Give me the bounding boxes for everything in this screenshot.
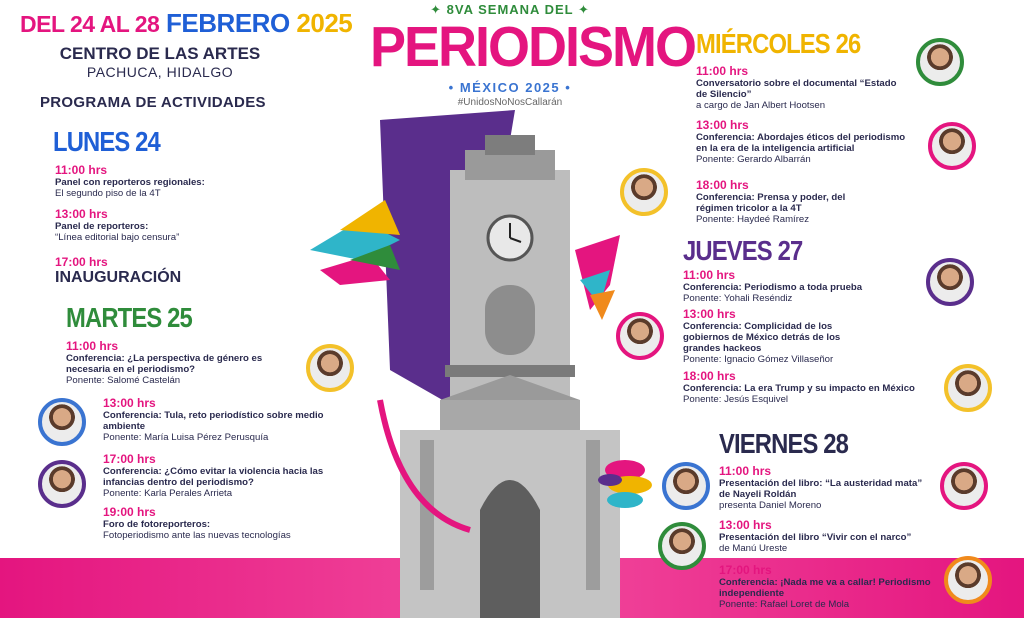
event-time: 18:00 hrs — [696, 178, 749, 192]
dates-prefix: DEL 24 AL 28 — [20, 11, 160, 37]
speaker-avatar — [940, 462, 988, 510]
speaker-avatar — [38, 398, 86, 446]
event-title: Conferencia: ¡Nada me va a callar! Periodismo independiente — [719, 577, 931, 599]
thursday-event-2 — [683, 307, 873, 365]
speaker-avatar — [944, 556, 992, 604]
event-detail: Fotoperiodismo ante las nuevas tecnologías — [103, 530, 291, 541]
day-monday: LUNES 24 — [53, 126, 160, 157]
event-title: Conferencia: Prensa y poder, del régimen tricolor a la 4T — [696, 192, 846, 214]
event-detail: Ponente: Karla Perales Arrieta — [103, 488, 233, 499]
friday-event-3 — [719, 563, 934, 610]
inauguration-label: INAUGURACIÓN — [55, 269, 182, 286]
event-detail: Ponente: Ignacio Gómez Villaseñor — [683, 354, 834, 365]
speaker-avatar — [916, 38, 964, 86]
event-title: Conferencia: Tula, reto periodístico sobre medio ambiente — [103, 410, 324, 432]
tuesday-event-1 — [66, 339, 286, 386]
speaker-avatar — [616, 312, 664, 360]
event-time: 13:00 hrs — [683, 307, 736, 321]
event-time: 11:00 hrs — [719, 464, 772, 478]
event-detail: Ponente: Jesús Esquivel — [683, 394, 789, 405]
tuesday-event-3 — [103, 452, 343, 499]
edition-label: ✦ 8VA SEMANA DEL ✦ — [430, 2, 590, 17]
edition-text: 8VA SEMANA DEL — [446, 2, 574, 17]
speaker-avatar — [620, 168, 668, 216]
event-time: 13:00 hrs — [696, 118, 749, 132]
monday-events — [55, 163, 295, 287]
speaker-avatar — [944, 364, 992, 412]
wednesday-event-3 — [696, 178, 876, 225]
event-title: Foro de fotoreporteros: — [103, 519, 211, 530]
event-title: Conferencia: ¿La perspectiva de género es necesaria en el periodismo? — [66, 353, 263, 375]
tower-niche — [485, 285, 535, 355]
event-time: 11:00 hrs — [55, 163, 108, 177]
event-detail: Ponente: Rafael Loret de Mola — [719, 599, 850, 610]
event-time: 18:00 hrs — [683, 369, 736, 383]
day-friday: VIERNES 28 — [719, 428, 849, 459]
speaker-avatar — [658, 522, 706, 570]
event-title: Conferencia: Abordajes éticos del periodismo en la era de la inteligencia artificial — [696, 132, 906, 154]
event-detail: Ponente: Gerardo Albarrán — [696, 154, 811, 165]
event-detail: Ponente: Haydeé Ramírez — [696, 214, 810, 225]
speaker-avatar — [38, 460, 86, 508]
event-dates — [20, 8, 352, 39]
event-time: 11:00 hrs — [66, 339, 119, 353]
event-time: 13:00 hrs — [55, 207, 108, 221]
country-year-text: MÉXICO 2025 — [459, 80, 561, 95]
tuesday-event-2 — [103, 396, 333, 443]
speaker-avatar — [926, 258, 974, 306]
tower-arch — [480, 480, 540, 618]
tuesday-event-4 — [103, 505, 343, 541]
day-wednesday: MIÉRCOLES 26 — [696, 28, 861, 59]
venue — [40, 44, 280, 80]
wednesday-event-2 — [696, 118, 911, 165]
speaker-avatar — [306, 344, 354, 392]
main-title: PERIODISMO — [370, 15, 696, 79]
event-detail: presenta Daniel Moreno — [719, 500, 822, 511]
event-title: Presentación del libro: “La austeridad mata” de Nayeli Roldán — [719, 478, 923, 500]
speaker-avatar — [662, 462, 710, 510]
event-title: Conferencia: Complicidad de los gobiernos de México detrás de los grandes hackeos — [683, 321, 841, 354]
dates-month: FEBRERO — [166, 8, 290, 38]
hashtag: #UnidosNoNosCallarán — [457, 97, 563, 108]
event-detail: Ponente: Salomé Castelán — [66, 375, 181, 386]
country-year: • MÉXICO 2025 • — [448, 80, 572, 95]
friday-event-1 — [719, 464, 929, 511]
colorful-bird-right — [575, 235, 620, 320]
event-time: 11:00 hrs — [683, 268, 736, 282]
dates-year: 2025 — [296, 8, 353, 38]
venue-city: PACHUCA, HIDALGO — [86, 64, 234, 80]
event-time: 19:00 hrs — [103, 505, 156, 519]
program-title: PROGRAMA DE ACTIVIDADES — [40, 94, 266, 111]
event-detail: de Manú Ureste — [719, 543, 788, 554]
wednesday-event-1 — [696, 64, 906, 111]
event-title: Panel de reporteros: — [55, 221, 149, 232]
event-title: Conversatorio sobre el documental “Estado de Silencio” — [696, 78, 897, 100]
speaker-avatar — [928, 122, 976, 170]
event-title: Conferencia: ¿Cómo evitar la violencia hacia las infancias dentro del periodismo? — [103, 466, 324, 488]
event-time: 13:00 hrs — [719, 518, 772, 532]
event-detail: Ponente: María Luisa Pérez Perusquía — [103, 432, 269, 443]
thursday-event-3 — [683, 369, 945, 405]
event-detail: El segundo piso de la 4T — [55, 188, 161, 199]
event-time: 17:00 hrs — [55, 255, 108, 269]
friday-event-2 — [719, 518, 959, 554]
event-title: Presentación del libro “Vivir con el narco” — [719, 532, 912, 543]
event-time: 13:00 hrs — [103, 396, 156, 410]
event-title: Conferencia: Periodismo a toda prueba — [683, 282, 863, 293]
event-time: 17:00 hrs — [719, 563, 772, 577]
event-detail: Ponente: Yohali Reséndiz — [683, 293, 793, 304]
event-title: Conferencia: La era Trump y su impacto en México — [683, 383, 915, 394]
thursday-event-1 — [683, 268, 913, 304]
event-time: 17:00 hrs — [103, 452, 156, 466]
event-detail: a cargo de Jan Albert Hootsen — [696, 100, 826, 111]
event-title: Panel con reporteros regionales: — [55, 177, 205, 188]
event-detail: “Línea editorial bajo censura” — [55, 232, 180, 243]
day-tuesday: MARTES 25 — [66, 302, 192, 333]
venue-name: CENTRO DE LAS ARTES — [59, 44, 261, 63]
event-time: 11:00 hrs — [696, 64, 749, 78]
day-thursday: JUEVES 27 — [683, 235, 803, 266]
